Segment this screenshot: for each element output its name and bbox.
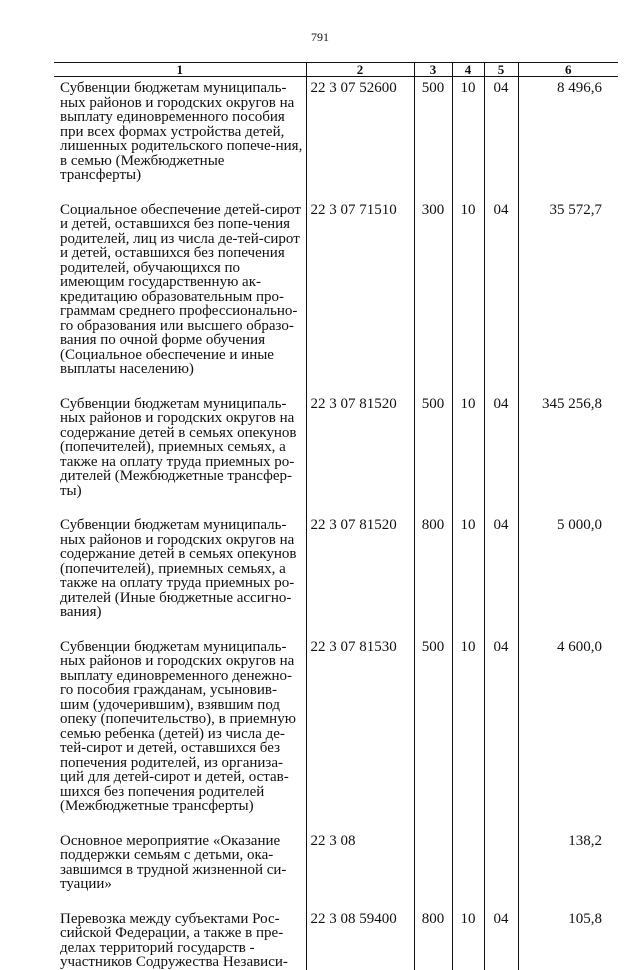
header-col-2: 2 (306, 63, 414, 77)
row-pr: 04 (484, 636, 518, 814)
row-name: Основное мероприятие «Оказание поддержки семьям с детьми, ока-завшимся в трудной жизненной си-туации» (60, 832, 287, 892)
row-rz (452, 830, 484, 892)
row-amount: 105,8 (518, 908, 618, 970)
row-vr: 800 (414, 908, 452, 970)
row-rz: 10 (452, 636, 484, 814)
table-row (54, 77, 618, 183)
row-pr (484, 830, 518, 892)
budget-table (54, 62, 618, 970)
header-col-3: 3 (414, 63, 452, 77)
table-row (54, 908, 618, 970)
table-row (54, 514, 618, 620)
row-vr (414, 830, 452, 892)
row-pr: 04 (484, 393, 518, 499)
row-code: 22 3 07 81520 (306, 393, 414, 499)
row-name: Субвенции бюджетам муниципаль-ных районов и городских округов на содержание детей в семьях опекунов (попечителей), приемных семьях, а также на оплату труда приемных ро-дителей (Межбюджетные трансфер-ты) (60, 395, 297, 499)
row-rz: 10 (452, 77, 484, 183)
row-pr: 04 (484, 514, 518, 620)
row-code: 22 3 07 81520 (306, 514, 414, 620)
table-row (54, 830, 618, 892)
row-code: 22 3 07 52600 (306, 77, 414, 183)
row-pr: 04 (484, 199, 518, 377)
row-pr: 04 (484, 908, 518, 970)
header-col-5: 5 (484, 63, 518, 77)
row-vr: 500 (414, 636, 452, 814)
row-name: Перевозка между субъектами Рос-сийской Федерации, а также в пре-делах территорий государств - участников Содружества Независи- (60, 910, 288, 970)
row-code: 22 3 07 81530 (306, 636, 414, 814)
header-col-1: 1 (54, 63, 306, 77)
row-code: 22 3 07 71510 (306, 199, 414, 377)
row-code: 22 3 08 59400 (306, 908, 414, 970)
row-name: Социальное обеспечение детей-сирот и детей, оставшихся без попе-чения родителей, лиц из числа де-тей-сирот и детей, оставшихся без попечения родителей, обучающихся по имеющим государственную ак-кредитацию образовательным про-граммам среднего профессионально-го образования или высшего образо-вания по очной форме обучения (Социальное обеспечение и иные выплаты населению) (60, 201, 301, 377)
row-code: 22 3 08 (306, 830, 414, 892)
row-name: Субвенции бюджетам муниципаль-ных районов и городских округов на выплату единовременного денежно-го пособия гражданам, усыновив-шим (удочерившим), взявшим под опеку (попечительство), в приемную семью ребенка (детей) из числа де-тей-сирот и детей, оставшихся без попечения родителей, из организа-ций для детей-сирот и детей, остав-шихся без попечения родителей (Межбюджетные трансферты) (60, 638, 296, 814)
row-vr: 800 (414, 514, 452, 620)
table-header-row (54, 63, 618, 77)
header-col-4: 4 (452, 63, 484, 77)
row-amount: 4 600,0 (518, 636, 618, 814)
header-col-6: 6 (518, 63, 618, 77)
row-amount: 345 256,8 (518, 393, 618, 499)
table-row (54, 199, 618, 377)
row-amount: 35 572,7 (518, 199, 618, 377)
page-number: 791 (311, 30, 329, 44)
row-name: Субвенции бюджетам муниципаль-ных районов и городских округов на выплату единовременного пособия при всех формах устройства детей, лишенных родительского попече-ния, в семью (Межбюджетные трансферты) (60, 80, 303, 183)
row-amount: 138,2 (518, 830, 618, 892)
row-amount: 5 000,0 (518, 514, 618, 620)
row-pr: 04 (484, 77, 518, 183)
row-amount: 8 496,6 (518, 77, 618, 183)
table-row (54, 393, 618, 499)
row-vr: 300 (414, 199, 452, 377)
row-vr: 500 (414, 77, 452, 183)
table-row (54, 636, 618, 814)
row-rz: 10 (452, 199, 484, 377)
row-vr: 500 (414, 393, 452, 499)
row-rz: 10 (452, 393, 484, 499)
row-name: Субвенции бюджетам муниципаль-ных районов и городских округов на содержание детей в семьях опекунов (попечителей), приемных семьях, а также на оплату труда приемных ро-дителей (Иные бюджетные ассигно-вания) (60, 517, 297, 620)
row-rz: 10 (452, 514, 484, 620)
row-rz: 10 (452, 908, 484, 970)
